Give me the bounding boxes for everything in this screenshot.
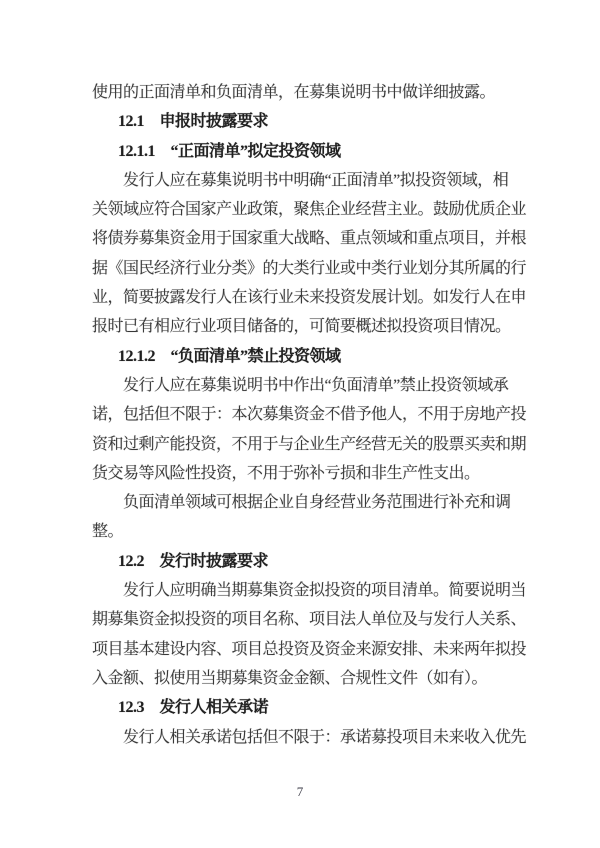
text-line: 发行人应在募集说明书中明确“正面清单”拟投资领域，相: [123, 171, 509, 189]
text-line: 发行人应在募集说明书中作出“负面清单”禁止投资领域承: [123, 376, 509, 394]
document-text: [92, 78, 532, 752]
text-line: 报时已有相应行业项目储备的，可简要概述拟投资项目情况。: [92, 318, 511, 336]
text-line: 使用的正面清单和负面清单，在募集说明书中做详细披露。: [92, 84, 496, 101]
page-number: 7: [296, 784, 304, 799]
section-heading: 12.1.2 “负面清单”禁止投资领域: [118, 347, 341, 365]
text-line: 将债券募集资金用于国家重大战略、重点领域和重点项目，并根: [92, 230, 527, 248]
text-line: 资和过剩产能投资，不用于与企业生产经营无关的股票买卖和期: [92, 435, 527, 453]
text-line: 发行人应明确当期募集资金拟投资的项目清单。简要说明当: [123, 582, 527, 600]
text-line: 据《国民经济行业分类》的大类行业或中类行业划分其所属的行: [92, 259, 527, 277]
section-heading: 12.3 发行人相关承诺: [118, 699, 269, 717]
text-line: 入金额、拟使用当期募集资金金额、合规性文件（如有）。: [92, 669, 488, 687]
section-heading: 12.1.1 “正面清单”拟定投资领域: [118, 142, 341, 160]
text-line: 期募集资金拟投资的项目名称、项目法人单位及与发行人关系、: [92, 611, 527, 629]
section-heading: 12.1 申报时披露要求: [118, 113, 269, 131]
text-line: 关领域应符合国家产业政策，聚焦企业经营主业。鼓励优质企业: [92, 201, 527, 219]
text-line: 负面清单领域可根据企业自身经营业务范围进行补充和调: [123, 494, 511, 512]
text-line: 诺，包括但不限于：本次募集资金不借予他人，不用于房地产投: [92, 406, 527, 424]
section-heading: 12.2 发行时披露要求: [118, 552, 269, 570]
text-line: 发行人相关承诺包括但不限于：承诺募投项目未来收入优先: [123, 728, 527, 746]
text-line: 货交易等风险性投资，不用于弥补亏损和非生产性支出。: [92, 464, 480, 482]
text-line: 整。: [92, 523, 124, 541]
text-line: 业，简要披露发行人在该行业未来投资发展计划。如发行人在申: [92, 289, 527, 307]
text-line: 项目基本建设内容、项目总投资及资金来源安排、未来两年拟投: [92, 640, 527, 658]
